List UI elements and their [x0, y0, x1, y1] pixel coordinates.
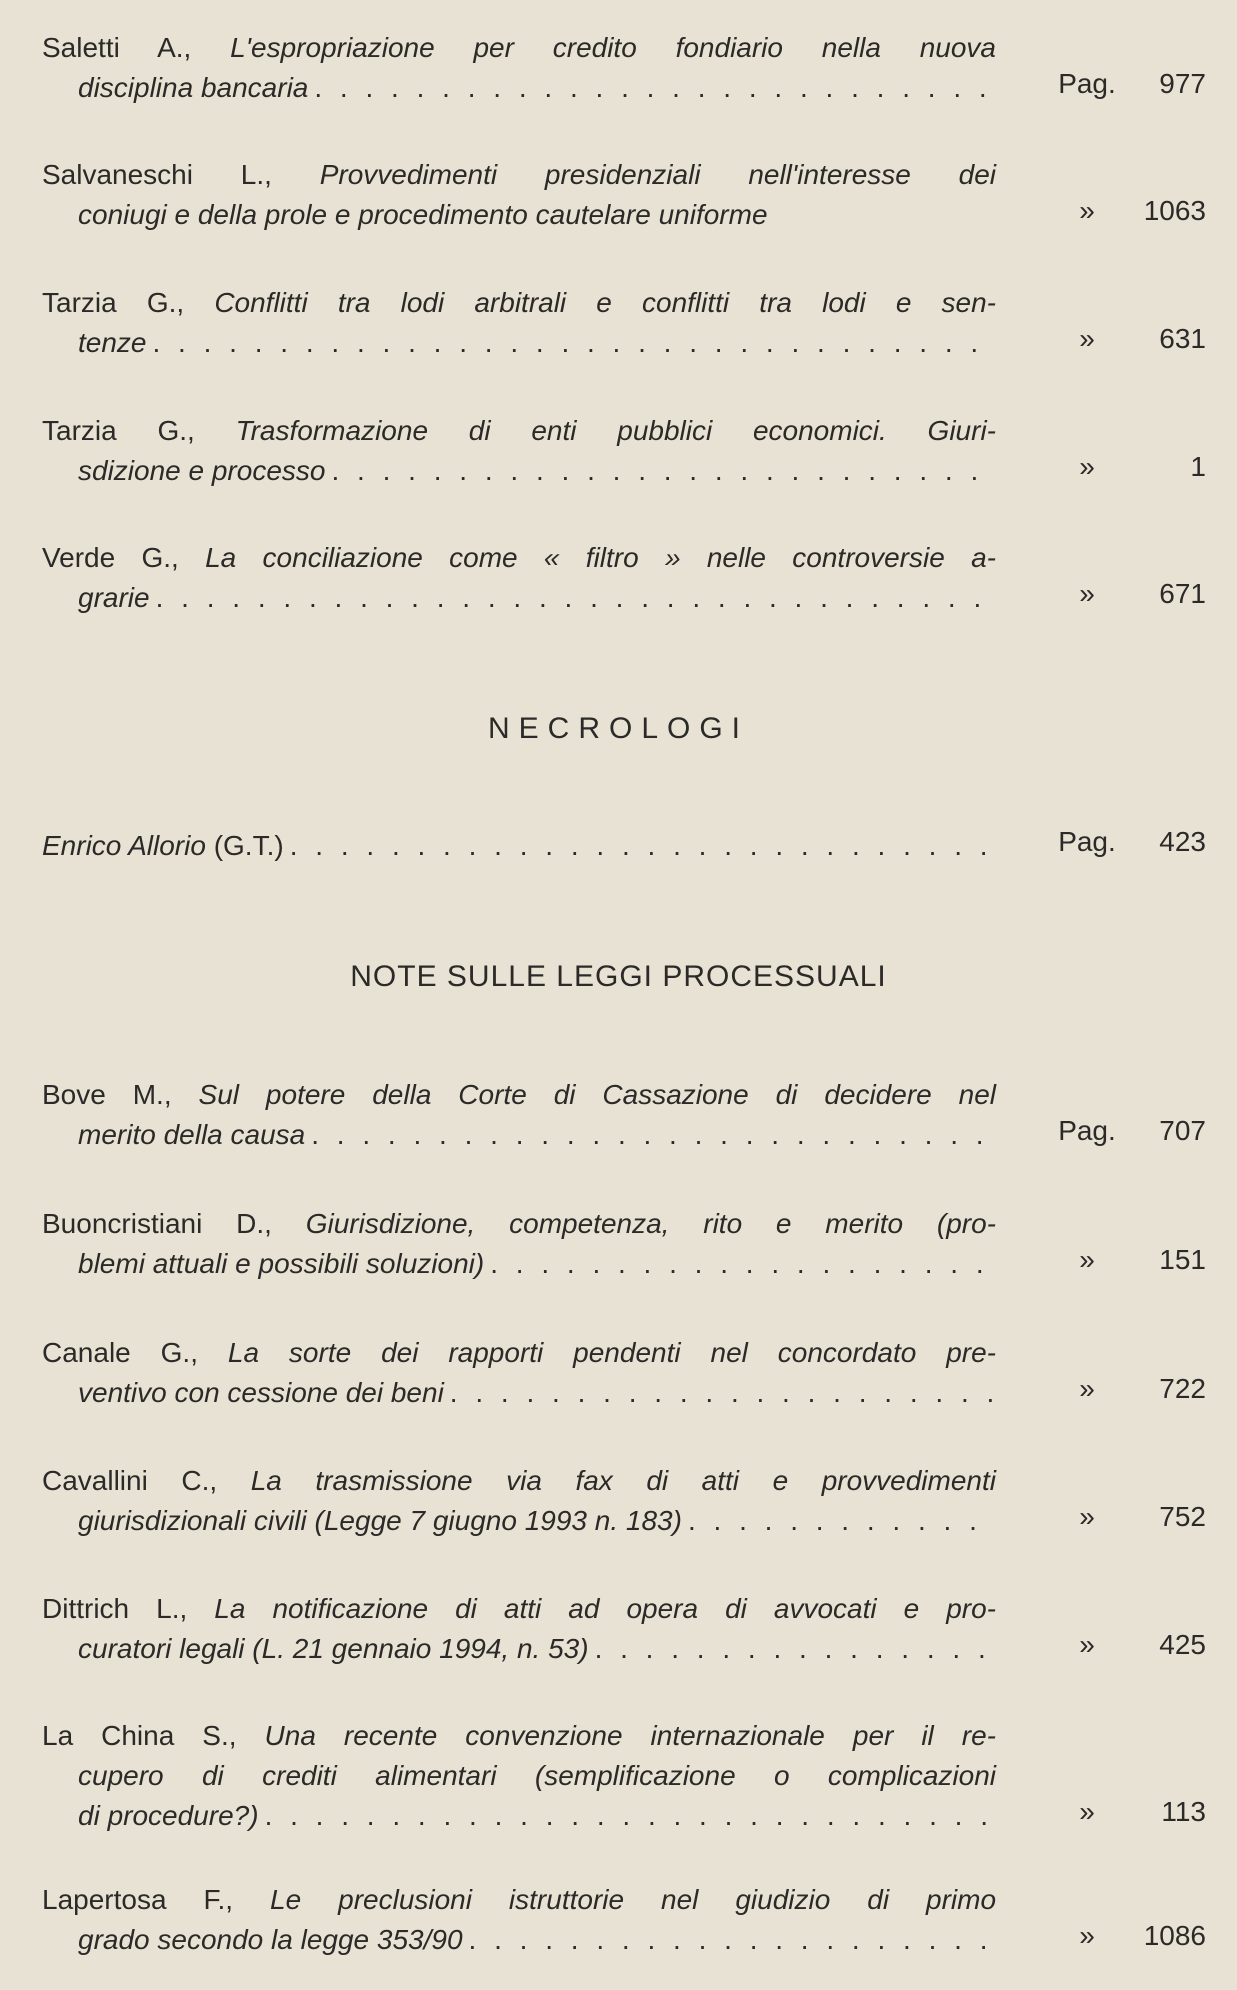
entry-title: tenze [78, 327, 147, 358]
entry-line [42, 411, 996, 451]
entry-title: Una recente convenzione internazionale per il re- [264, 1720, 996, 1751]
index-entry [42, 1716, 1206, 1836]
entry-line [42, 1115, 996, 1155]
section-heading-note: NOTE SULLE LEGGI PROCESSUALI [350, 960, 887, 993]
index-entry [42, 1461, 1206, 1541]
page-prefix: Pag. [1058, 1115, 1116, 1146]
entry-title: blemi attuali e possibili soluzioni) [78, 1248, 485, 1279]
page-prefix: Pag. [1058, 826, 1116, 857]
page-prefix: » [1079, 323, 1095, 354]
entry-title: giurisdizionali civili (Legge 7 giugno 1993 n. 183) [78, 1505, 682, 1536]
entry-line [42, 28, 996, 68]
dot-leader [290, 826, 996, 866]
entry-title: disciplina bancaria [78, 72, 309, 103]
entry-author: Verde G., [42, 542, 179, 573]
page-prefix: » [1079, 1629, 1095, 1660]
entry-title: ventivo con cessione dei beni [78, 1377, 444, 1408]
entry-title: La notificazione di atti ad opera di avvocati e pro- [214, 1593, 996, 1624]
dot-leader [688, 1501, 996, 1541]
entry-line [42, 195, 996, 235]
page-number: 423 [1159, 826, 1206, 857]
entry-title: L'espropriazione per credito fondiario nella nuova [230, 32, 996, 63]
page-number: 113 [1161, 1796, 1206, 1827]
index-entry [42, 1333, 1206, 1413]
index-entry [42, 1589, 1206, 1669]
entry-title: merito della causa [78, 1119, 306, 1150]
index-entry [42, 283, 1206, 363]
dot-leader [156, 578, 996, 618]
entry-line [42, 1333, 996, 1373]
entry-line [42, 1075, 996, 1115]
index-entry [42, 411, 1206, 491]
section-heading-necrologi: NECROLOGI [487, 712, 750, 745]
page-prefix: » [1079, 1373, 1095, 1404]
page-number: 752 [1159, 1501, 1206, 1532]
entry-author: Tarzia G., [42, 287, 185, 318]
entry-line [42, 68, 996, 108]
entry-line [42, 1501, 996, 1541]
page-number: 631 [1159, 323, 1206, 354]
entry-title: grarie [78, 582, 150, 613]
entry-title: sdizione e processo [78, 455, 326, 486]
index-entry [42, 1880, 1206, 1960]
entry-author: Canale G., [42, 1337, 198, 1368]
entry-line [42, 451, 996, 491]
entry-author: Bove M., [42, 1079, 172, 1110]
page-number: 707 [1159, 1115, 1206, 1146]
index-entry [42, 1075, 1206, 1155]
page-number: 1086 [1143, 1920, 1206, 1951]
entry-title: La conciliazione come « filtro » nelle controversie a- [205, 542, 996, 573]
entry-title: cupero di crediti alimentari (semplificazione o complicazioni [78, 1760, 996, 1791]
entry-line [42, 1796, 996, 1836]
entry-title: La sorte dei rapporti pendenti nel concordato pre- [227, 1337, 996, 1368]
page-prefix: » [1079, 195, 1095, 226]
entry-title: Sul potere della Corte di Cassazione di decidere nel [198, 1079, 997, 1110]
page-number: 722 [1159, 1373, 1206, 1404]
entry-line [42, 1880, 996, 1920]
index-entry [42, 826, 1206, 866]
page-number: 977 [1159, 68, 1206, 99]
entry-author-initials: (G.T.) [213, 830, 284, 861]
page-number: 425 [1159, 1629, 1206, 1660]
entry-line [42, 1756, 996, 1796]
entry-title: Conflitti tra lodi arbitrali e conflitti tra lodi e sen- [214, 287, 997, 318]
entry-author: Dittrich L., [42, 1593, 188, 1624]
page-prefix: » [1079, 1920, 1095, 1951]
page-prefix: » [1079, 578, 1095, 609]
page-number: 1063 [1143, 195, 1206, 226]
index-entry [42, 28, 1206, 108]
index-entry [42, 155, 1206, 235]
entry-title: di procedure?) [78, 1800, 259, 1831]
page-prefix: Pag. [1058, 68, 1116, 99]
entry-line [42, 538, 996, 578]
entry-line [42, 1716, 996, 1756]
page-prefix: » [1079, 451, 1095, 482]
entry-line [42, 1629, 996, 1669]
entry-title: Trasformazione di enti pubblici economici. Giuri- [235, 415, 997, 446]
dot-leader [490, 1244, 996, 1284]
entry-line [42, 1373, 996, 1413]
entry-line [42, 1204, 996, 1244]
entry-line [42, 283, 996, 323]
entry-name: Enrico Allorio [42, 830, 206, 861]
entry-author: Tarzia G., [42, 415, 195, 446]
entry-line [42, 323, 996, 363]
entry-line [42, 1589, 996, 1629]
page-prefix: » [1079, 1244, 1095, 1275]
entry-title: Provvedimenti presidenziali nell'interesse dei [319, 159, 997, 190]
page-number: 1 [1190, 451, 1206, 482]
dot-leader [450, 1373, 996, 1413]
entry-author: Lapertosa F., [42, 1884, 234, 1915]
page-prefix: » [1079, 1796, 1095, 1827]
entry-line [42, 578, 996, 618]
index-entry [42, 538, 1206, 618]
entry-line [42, 155, 996, 195]
page-prefix: » [1079, 1501, 1095, 1532]
dot-leader [265, 1796, 996, 1836]
entry-author: Buoncristiani D., [42, 1208, 272, 1239]
dot-leader [314, 68, 996, 108]
entry-line [42, 1244, 996, 1284]
page-number: 671 [1159, 578, 1206, 609]
dot-leader [469, 1920, 996, 1960]
index-entry [42, 1204, 1206, 1284]
entry-author: La China S., [42, 1720, 237, 1751]
dot-leader [311, 1115, 996, 1155]
dot-leader [595, 1629, 996, 1669]
entry-author: Cavallini C., [42, 1465, 218, 1496]
entry-title: Le preclusioni istruttorie nel giudizio di primo [270, 1884, 997, 1915]
entry-title: grado secondo la legge 353/90 [78, 1924, 463, 1955]
entry-title: Giurisdizione, competenza, rito e merito (pro- [305, 1208, 997, 1239]
entry-author: Saletti A., [42, 32, 192, 63]
entry-author: Salvaneschi L., [42, 159, 272, 190]
dot-leader [331, 451, 996, 491]
entry-title: coniugi e della prole e procedimento cautelare uniforme [78, 199, 768, 230]
dot-leader [153, 323, 997, 363]
entry-line [42, 1920, 996, 1960]
entry-title: curatori legali (L. 21 gennaio 1994, n. 53) [78, 1633, 589, 1664]
entry-line [42, 1461, 996, 1501]
page-number: 151 [1159, 1244, 1206, 1275]
entry-title: La trasmissione via fax di atti e provvedimenti [250, 1465, 996, 1496]
